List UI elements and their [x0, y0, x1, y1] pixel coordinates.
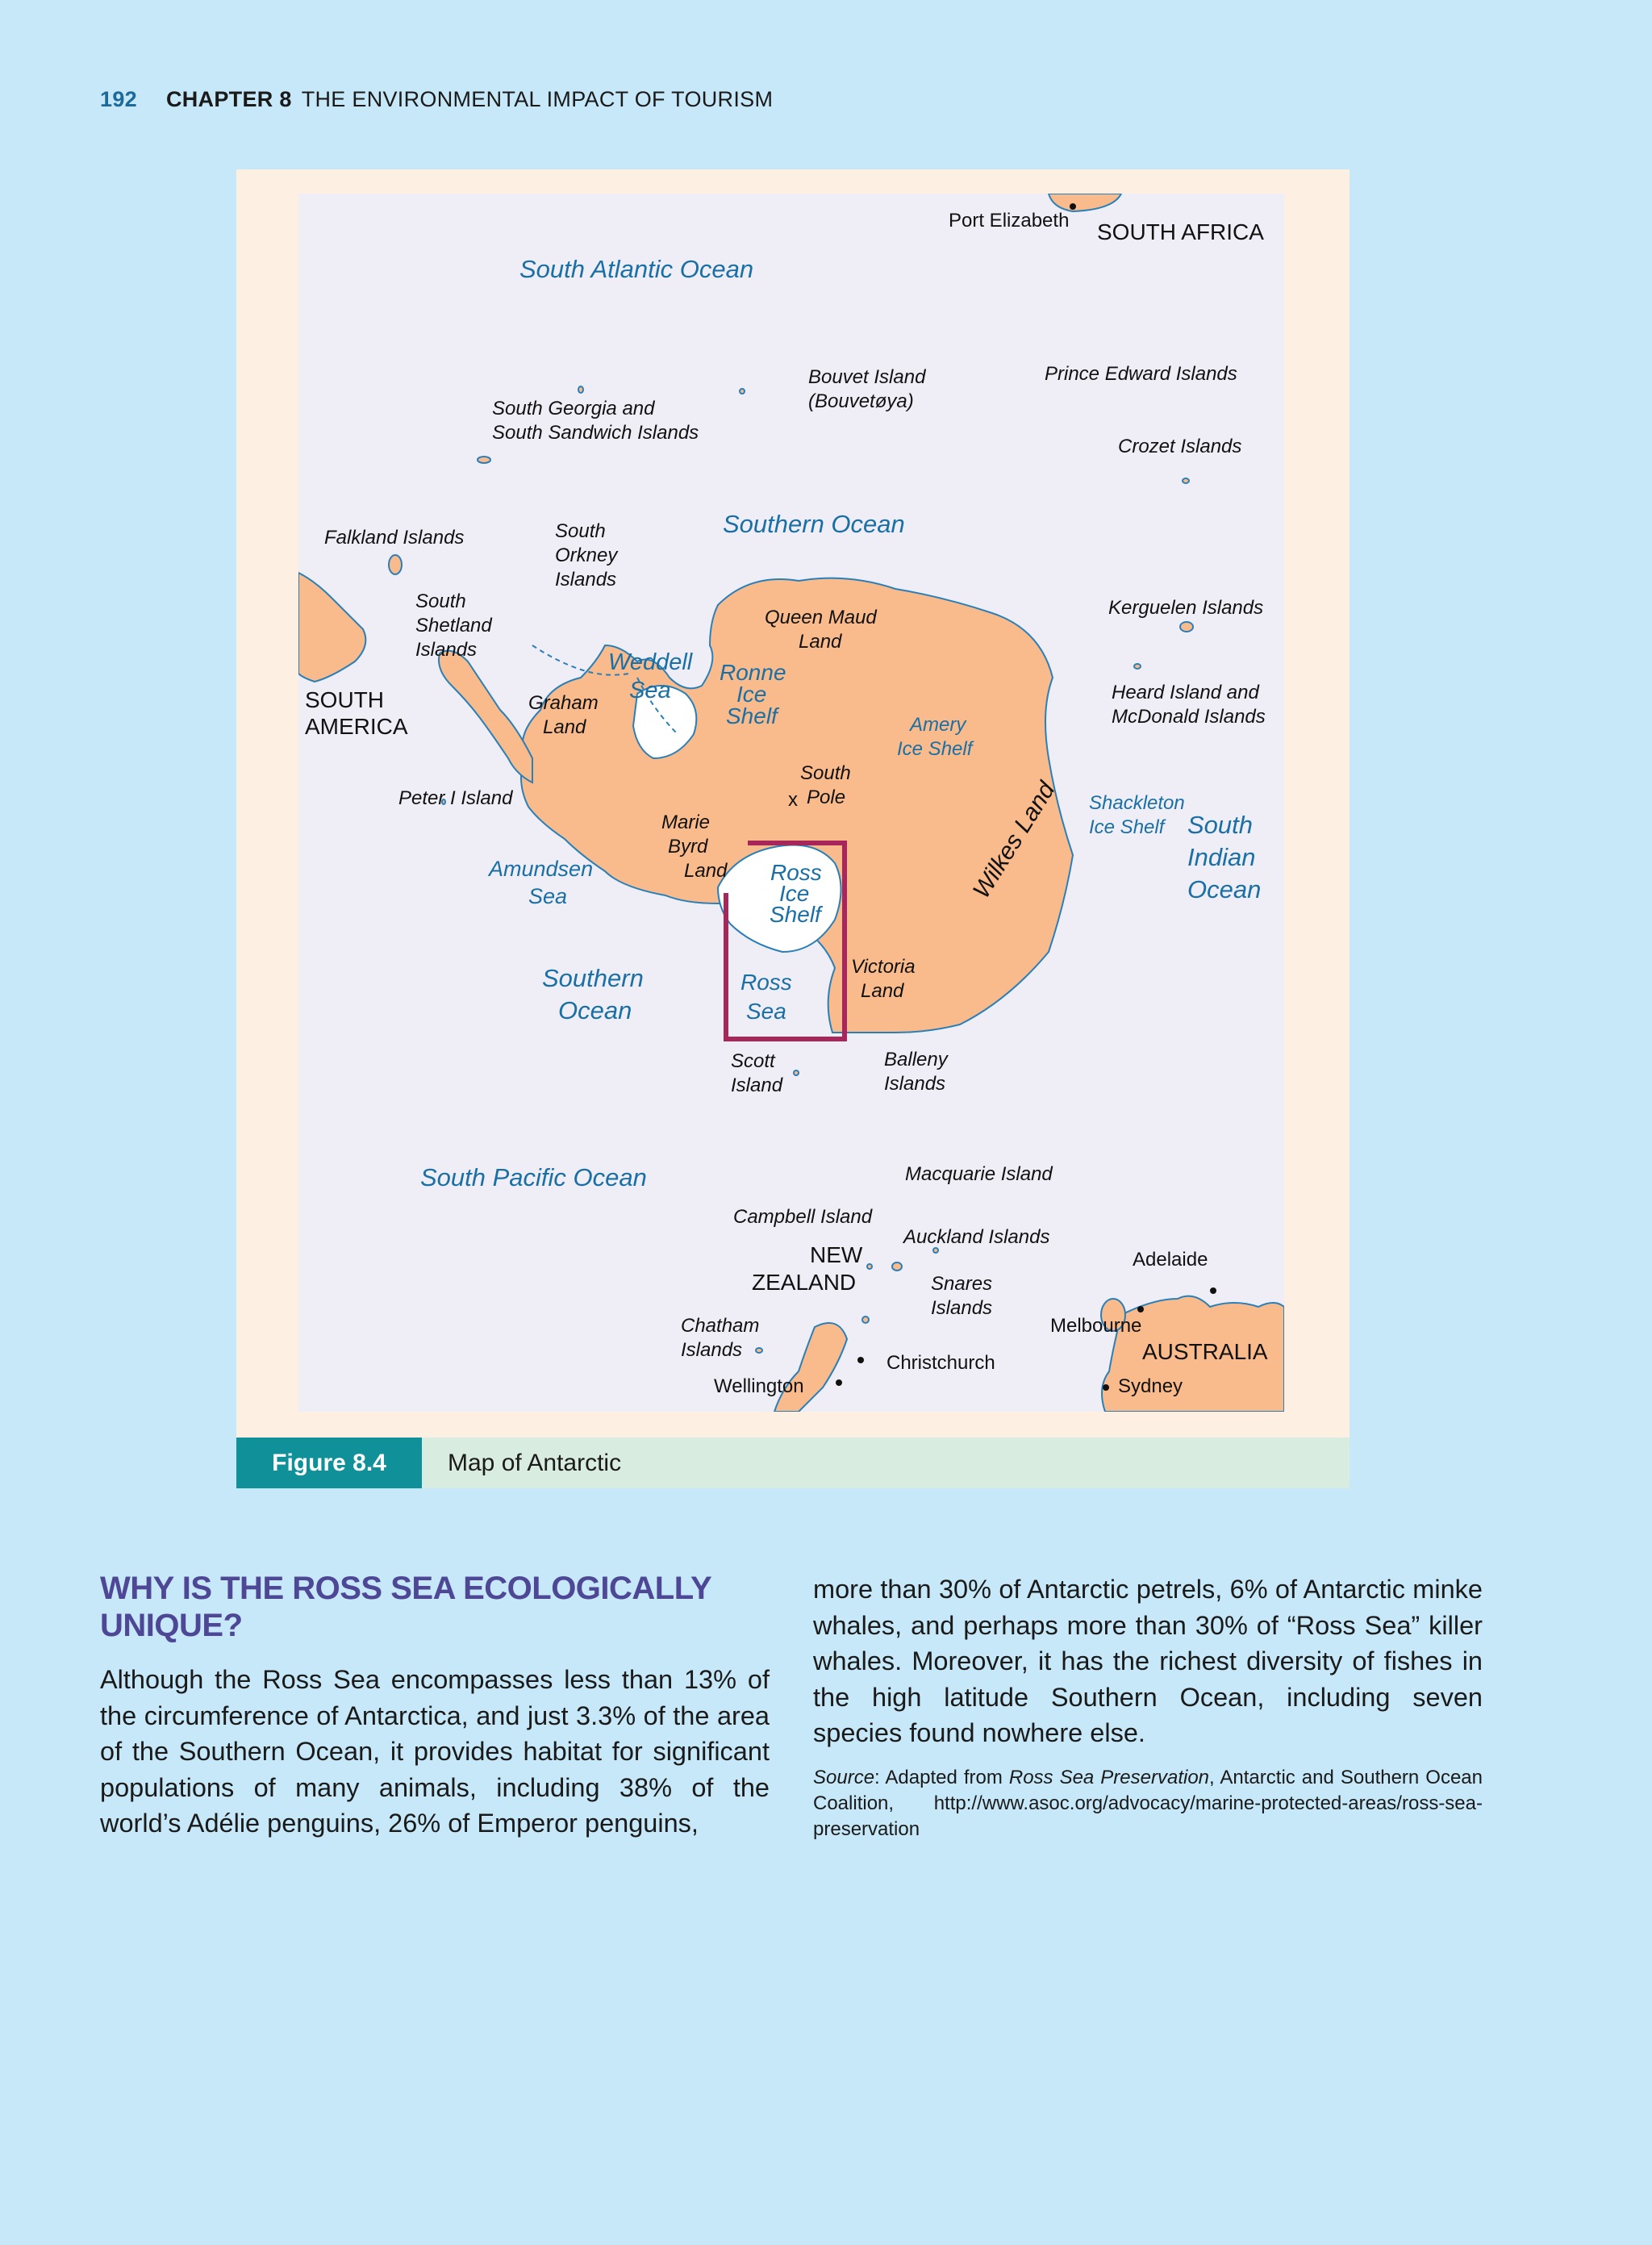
label-crozet: Crozet Islands [1118, 436, 1242, 457]
label-south-pole-1: South [800, 762, 851, 784]
label-peter-i: Peter I Island [398, 787, 513, 809]
label-auckland: Auckland Islands [903, 1226, 1050, 1248]
label-amundsen-1: Amundsen [489, 857, 594, 881]
source-label: Source [813, 1767, 875, 1788]
label-south-orkney-1: South [555, 520, 606, 542]
label-chatham-1: Chatham [681, 1315, 760, 1337]
label-campbell: Campbell Island [733, 1206, 873, 1228]
label-ronne-2: Ice [736, 682, 767, 707]
label-southern-ocean-left-1: Southern [542, 964, 644, 992]
source-pre: : Adapted from [874, 1767, 1009, 1788]
body-text-right: more than 30% of Antarctic petrels, 6% of Antarctic minke whales, and perhaps more than 30% of “Ross Sea” killer whales. Moreover, it has the richest diversity of fishes in the high latitude Southern Ocean, including seven species found nowhere else. [813, 1575, 1483, 1747]
label-graham-1: Graham [528, 692, 599, 714]
label-victoria-2: Land [861, 980, 904, 1002]
label-wilkes: Wilkes Land [968, 777, 1061, 903]
label-christchurch: Christchurch [886, 1352, 995, 1374]
chapter-label: CHAPTER 8 [165, 87, 292, 111]
label-southern-ocean-top: Southern Ocean [723, 510, 905, 538]
label-marie-byrd-2: Byrd [668, 836, 708, 858]
label-queen-maud-1: Queen Maud [765, 607, 877, 628]
label-south-shetland-1: South [415, 590, 466, 612]
label-south-america-1: SOUTH [305, 687, 384, 712]
label-weddell-2: Sea [629, 678, 671, 703]
label-balleny-1: Balleny [884, 1049, 948, 1070]
label-marie-byrd-3: Land [684, 860, 728, 882]
label-pole-marker: x [788, 789, 798, 811]
label-south-shetland-2: Shetland [415, 615, 492, 636]
label-adelaide: Adelaide [1133, 1249, 1208, 1271]
label-prince-edward: Prince Edward Islands [1045, 363, 1237, 385]
label-south-georgia-1: South Georgia and [492, 398, 655, 419]
label-weddell-1: Weddell [608, 649, 693, 675]
label-chatham-2: Islands [681, 1339, 743, 1361]
source-note [813, 1765, 1483, 1842]
label-falkland: Falkland Islands [324, 527, 465, 549]
label-south-indian-2: Indian [1187, 843, 1256, 871]
label-southern-ocean-left-2: Ocean [558, 996, 632, 1024]
label-south-georgia-2: South Sandwich Islands [492, 422, 699, 444]
label-south-pole-2: Pole [807, 787, 846, 808]
label-shackleton-1: Shackleton [1089, 792, 1185, 814]
label-new-zealand-2: ZEALAND [752, 1270, 857, 1295]
label-south-atlantic-ocean: South Atlantic Ocean [519, 255, 754, 283]
figure-number: Figure 8.4 [236, 1438, 422, 1488]
label-amery-2: Ice Shelf [897, 738, 973, 760]
figure-caption-text: Map of Antarctic [448, 1449, 622, 1476]
label-graham-2: Land [543, 716, 586, 738]
label-snares-2: Islands [931, 1297, 993, 1319]
figure-frame [236, 169, 1350, 1438]
label-south-indian-1: South [1187, 811, 1254, 839]
figure-caption [236, 1438, 1350, 1488]
label-scott-2: Island [731, 1075, 783, 1096]
label-kerguelen: Kerguelen Islands [1108, 597, 1264, 619]
label-heard-1: Heard Island and [1112, 682, 1259, 703]
label-wellington: Wellington [714, 1375, 804, 1397]
label-south-orkney-3: Islands [555, 569, 617, 590]
label-australia: AUSTRALIA [1142, 1339, 1268, 1364]
label-ronne-3: Shelf [726, 703, 778, 728]
label-sydney: Sydney [1118, 1375, 1183, 1397]
label-ross-shelf-3: Shelf [770, 902, 821, 927]
label-shackleton-2: Ice Shelf [1089, 816, 1165, 838]
label-port-elizabeth: Port Elizabeth [949, 210, 1070, 232]
label-south-africa: SOUTH AFRICA [1097, 219, 1264, 244]
label-victoria-1: Victoria [851, 956, 916, 978]
section-heading: WHY IS THE ROSS SEA ECOLOGICALLY UNIQUE? [100, 1571, 711, 1643]
label-melbourne: Melbourne [1050, 1315, 1142, 1337]
label-snares-1: Snares [931, 1273, 993, 1295]
label-south-pacific: South Pacific Ocean [420, 1163, 647, 1191]
page-number: 192 [100, 87, 137, 111]
source-post: , Antarctic and Southern Ocean Coalition, http://www.asoc.org/advocacy/marine-protected-areas/ross-sea-preservation [813, 1767, 1483, 1840]
label-heard-2: McDonald Islands [1112, 706, 1266, 728]
label-south-indian-3: Ocean [1187, 875, 1262, 903]
label-ross-shelf-2: Ice [779, 881, 810, 906]
label-south-america-2: AMERICA [305, 714, 408, 739]
label-ross-shelf-1: Ross [770, 860, 822, 885]
chapter-title: THE ENVIRONMENTAL IMPACT OF TOURISM [301, 87, 774, 111]
label-queen-maud-2: Land [799, 631, 842, 653]
label-south-orkney-2: Orkney [555, 545, 618, 566]
label-marie-byrd-1: Marie [661, 812, 711, 833]
running-head [100, 87, 773, 112]
label-ross-sea-1: Ross [740, 970, 792, 995]
label-macquarie: Macquarie Island [905, 1163, 1053, 1185]
label-south-shetland-3: Islands [415, 639, 478, 661]
label-amery-1: Amery [910, 714, 966, 736]
label-ronne-1: Ronne [720, 660, 786, 685]
antarctic-map [298, 194, 1284, 1412]
label-new-zealand-1: NEW [810, 1242, 863, 1267]
label-bouvet-1: Bouvet Island [808, 366, 926, 388]
source-title: Ross Sea Preservation [1008, 1767, 1210, 1788]
body-text-left: Although the Ross Sea encompasses less than 13% of the circumference of Antarctica, and just 3.3% of the area of the Southern Ocean, it provides habitat for significant populations of many animals, including 38% of the world’s Adélie penguins, 26% of Emperor penguins, [100, 1665, 770, 1838]
label-scott-1: Scott [731, 1050, 775, 1072]
label-ross-sea-2: Sea [746, 999, 786, 1024]
label-bouvet-2: (Bouvetøya) [808, 390, 914, 412]
label-balleny-2: Islands [884, 1073, 946, 1095]
label-amundsen-2: Sea [528, 884, 568, 908]
map-labels [298, 194, 1284, 1412]
